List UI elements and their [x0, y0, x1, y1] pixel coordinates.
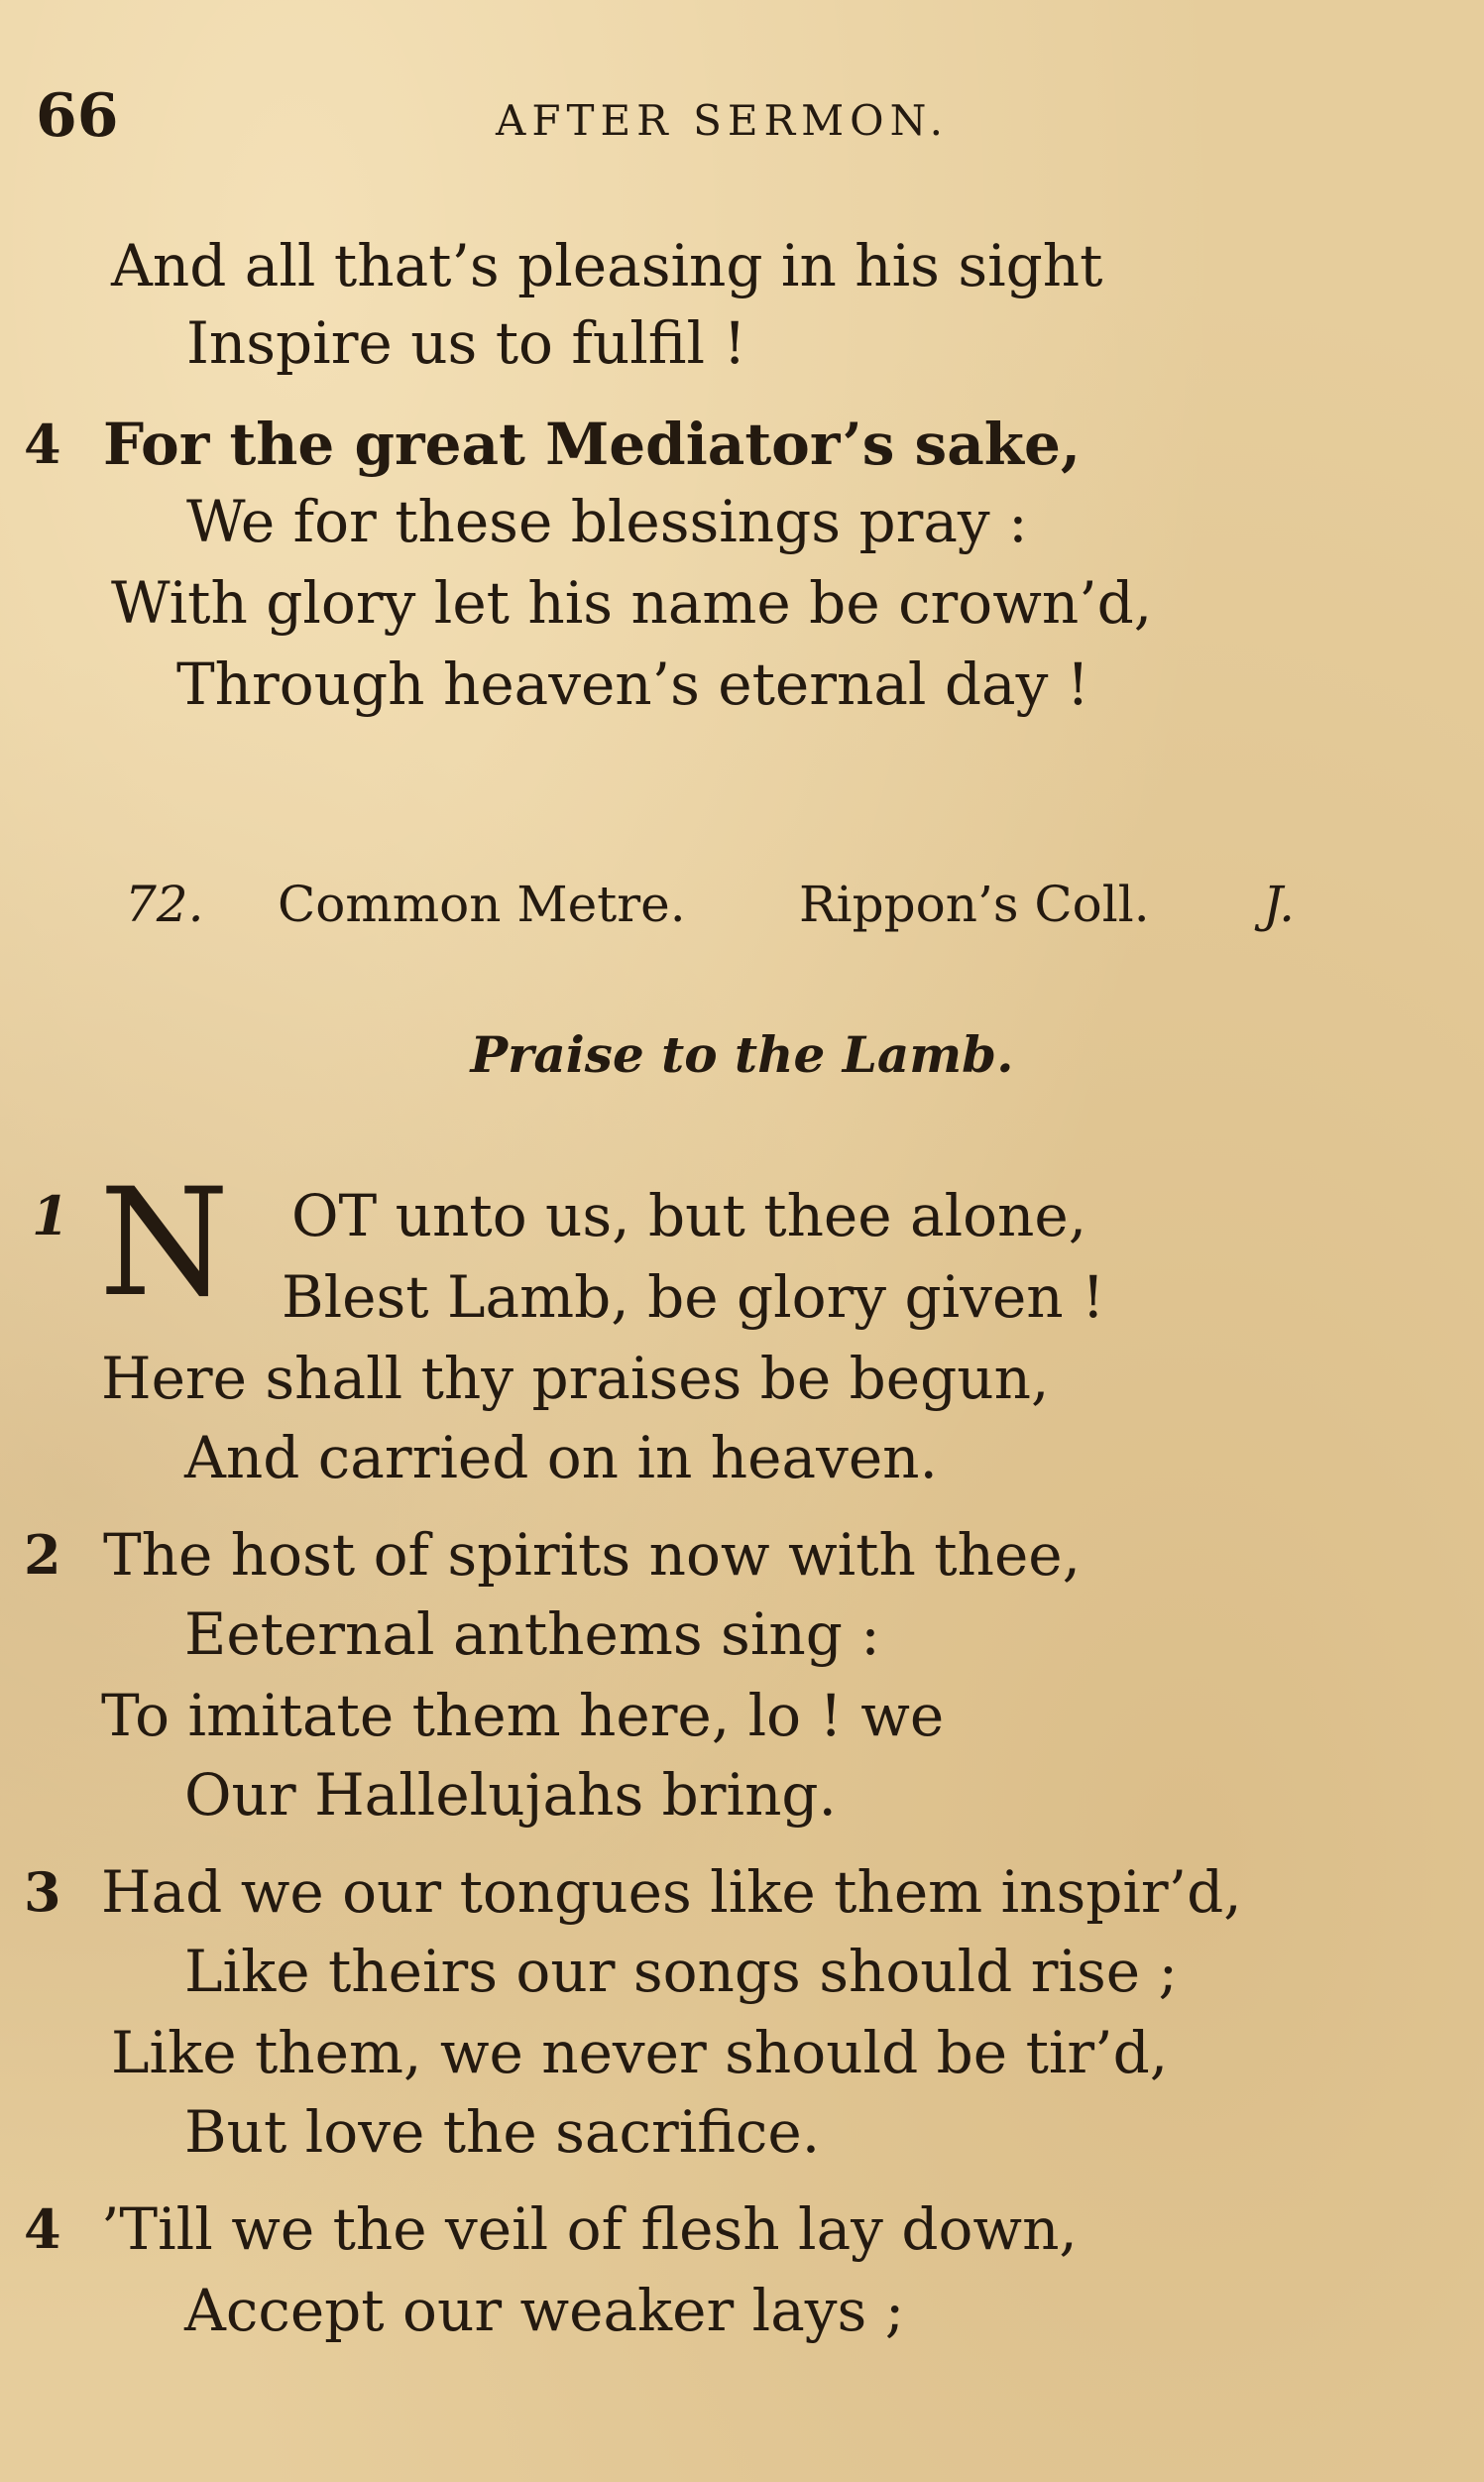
verse-line: OT unto us, but thee alone, — [291, 1182, 1087, 1249]
drop-cap: N — [99, 1157, 230, 1330]
verse-line: Inspire us to fulfil ! — [186, 309, 746, 377]
verse-line: And all that’s pleasing in his sight — [111, 232, 1103, 299]
verse-line: Like them, we never should be tir’d, — [111, 2019, 1169, 2086]
verse-line: ’Till we the veil of flesh lay down, — [101, 2195, 1078, 2263]
running-head: AFTER SERMON. — [496, 96, 950, 145]
verse-number: 3 — [24, 1860, 61, 1924]
verse-number: 2 — [24, 1523, 61, 1587]
verse-number: 4 — [24, 413, 61, 476]
verse-number: 4 — [24, 2197, 61, 2261]
hymn-source: Rippon’s Coll. — [799, 876, 1150, 933]
verse-line: Blest Lamb, be glory given ! — [282, 1263, 1105, 1331]
hymn-title: Praise to the Lamb. — [470, 1025, 1014, 1084]
verse-line: Our Hallelujahs bring. — [184, 1761, 837, 1829]
verse-line: We for these blessings pray : — [186, 488, 1028, 555]
verse-line: Like theirs our songs should rise ; — [184, 1938, 1179, 2005]
hymn-author: J. — [1263, 876, 1296, 933]
page-number: 66 — [36, 81, 119, 151]
verse-line: With glory let his name be crown’d, — [111, 569, 1153, 637]
verse-line: But love the sacrifice. — [184, 2098, 821, 2166]
verse-line: To imitate them here, lo ! we — [101, 1682, 945, 1749]
verse-line: Through heaven’s eternal day ! — [176, 650, 1090, 718]
verse-line: Eeternal anthems sing : — [184, 1600, 880, 1668]
verse-line: Had we our tongues like them inspir’d, — [101, 1858, 1242, 1926]
hymn-number: 72. — [125, 876, 204, 933]
hymn-header — [0, 865, 1484, 944]
hymn-metre: Common Metre. — [278, 876, 686, 933]
page-header — [30, 81, 1457, 151]
verse-line: The host of spirits now with thee, — [103, 1521, 1082, 1589]
verse-line: And carried on in heaven. — [184, 1424, 938, 1491]
verse-line: For the great Mediator’s sake, — [103, 411, 1082, 478]
verse-number: 1 — [32, 1184, 69, 1247]
verse-line: Accept our weaker lays ; — [184, 2277, 905, 2344]
verse-line: Here shall thy praises be begun, — [101, 1345, 1050, 1412]
